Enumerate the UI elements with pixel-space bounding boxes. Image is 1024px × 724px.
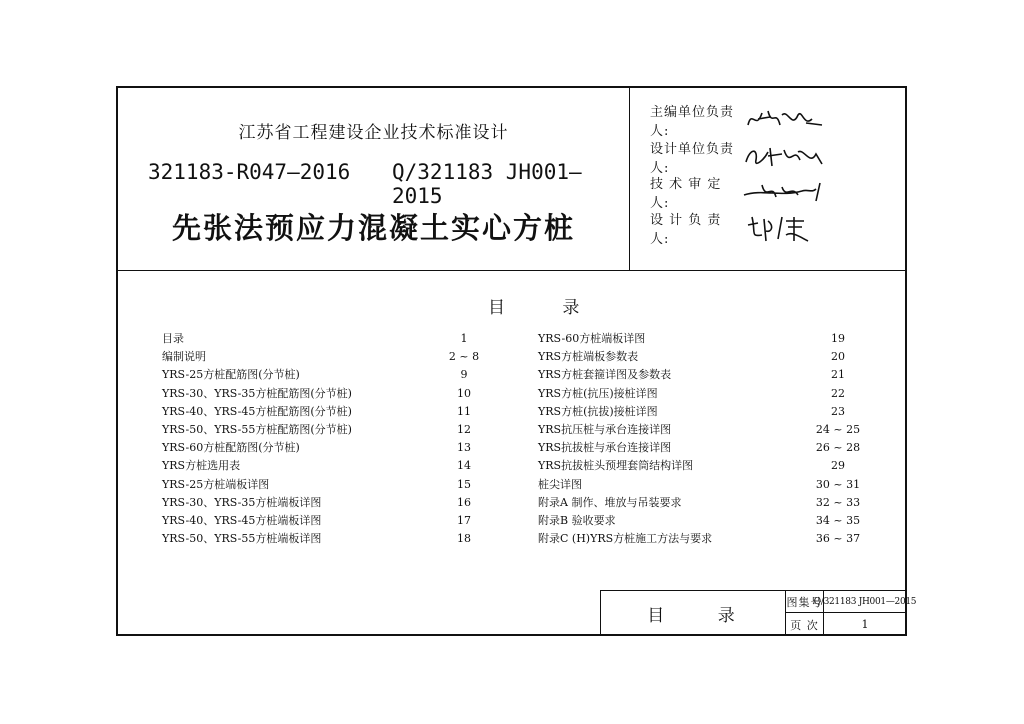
toc-item-title: YRS方桩(抗拔)接桩详图 (538, 404, 658, 418)
toc-item-page: 1 (460, 332, 468, 345)
toc-item (538, 512, 868, 530)
toc-item-title: YRS-30、YRS-35方桩配筋图(分节桩) (162, 386, 352, 400)
toc-item-page: 13 (457, 441, 471, 455)
header (118, 88, 905, 271)
document-title: 先张法预应力混凝土实心方桩 (171, 211, 575, 245)
signature-label: 设 计 负 责 人: (650, 213, 722, 247)
toc-item-page: 15 (457, 477, 471, 491)
toc-item-page: 22 (831, 386, 845, 400)
toc-item-page: 20 (831, 350, 845, 364)
toc-item (162, 366, 494, 384)
toc-item-title: YRS方桩端板参数表 (538, 350, 639, 364)
standard-code-left: 321183-R047—2016 (148, 160, 351, 184)
toc-item (162, 385, 494, 403)
title-block (600, 590, 917, 636)
signature-label: 设计单位负责人: (650, 142, 735, 176)
toc-item-title: YRS-30、YRS-35方桩端板详图 (162, 495, 322, 509)
toc-item-page: 17 (457, 513, 471, 527)
toc-item (538, 421, 868, 439)
handwritten-signature (742, 142, 832, 172)
toc-item-page: 21 (831, 368, 845, 382)
toc-item-title: YRS-50、YRS-55方桩配筋图(分节桩) (162, 422, 352, 436)
toc-item (538, 439, 868, 457)
toc-left-column (162, 330, 494, 548)
toc-item-title: 目录 (162, 332, 184, 345)
toc-item (538, 476, 868, 494)
toc-item-title: YRS方桩(抗压)接桩详图 (538, 386, 658, 400)
page-number-value: 1 (861, 618, 869, 631)
standard-title: 江苏省工程建设企业技术标准设计 (238, 123, 509, 143)
toc-item-title: YRS-60方桩配筋图(分节桩) (162, 441, 300, 455)
toc-heading: 目 录 (488, 298, 606, 318)
toc-item-page: 29 (831, 459, 845, 473)
handwritten-signature (742, 177, 832, 207)
toc-item (162, 512, 494, 530)
toc-item-title: 附录C (H)YRS方桩施工方法与要求 (538, 532, 713, 546)
toc-item (538, 530, 868, 548)
toc-item-title: 附录A 制作、堆放与吊装要求 (538, 495, 682, 509)
signature-row-design-unit (650, 142, 832, 176)
toc-item-page: 24 ~ 25 (815, 422, 861, 436)
signature-row-technical-reviewer (650, 177, 832, 211)
toc-item (162, 457, 494, 475)
toc-item-page: 34 ~ 35 (815, 513, 861, 527)
toc-item-page: 12 (457, 422, 471, 436)
atlas-number-label: 图集号 (786, 591, 824, 613)
title-block-name: 目 录 (601, 591, 786, 636)
title-block-grid (786, 591, 917, 636)
toc-item (162, 439, 494, 457)
toc-item-title: YRS方桩选用表 (162, 459, 241, 473)
toc-item-title: YRS-50、YRS-55方桩端板详图 (162, 532, 322, 546)
toc-item-title: YRS-40、YRS-45方桩端板详图 (162, 513, 322, 527)
handwritten-signature (742, 105, 832, 135)
handwritten-signature (742, 213, 832, 243)
signature-row-design-lead (650, 213, 832, 247)
atlas-number-value: Q/321183 JH001—2015 (824, 591, 906, 613)
toc-item (538, 403, 868, 421)
signature-label: 主编单位负责人: (650, 105, 735, 139)
toc-item-page: 18 (457, 532, 471, 546)
toc-item-title: 桩尖详图 (538, 477, 582, 491)
toc-item-page: 30 ~ 31 (815, 477, 861, 491)
toc-item (538, 457, 868, 475)
toc-item-title: YRS-40、YRS-45方桩配筋图(分节桩) (162, 404, 352, 418)
toc-item-title: 编制说明 (162, 350, 206, 364)
toc-item-title: 附录B 验收要求 (538, 513, 616, 527)
toc-item (162, 403, 494, 421)
toc-item (538, 330, 868, 348)
toc-item (538, 366, 868, 384)
toc-item-title: YRS抗压桩与承台连接详图 (538, 422, 672, 436)
toc-item-title: YRS方桩套箍详图及参数表 (538, 368, 672, 382)
toc-item-page: 19 (831, 332, 845, 345)
toc-item (162, 476, 494, 494)
toc-item (538, 385, 868, 403)
toc-item-title: YRS-25方桩端板详图 (162, 477, 270, 491)
page-number-label: 页 次 (786, 613, 824, 636)
toc-item (538, 348, 868, 366)
toc-item-page: 2 ~ 8 (448, 350, 480, 364)
toc-item (162, 494, 494, 512)
toc-item-page: 9 (460, 368, 468, 382)
signature-row-chief-editor (650, 105, 832, 139)
toc-item-page: 14 (457, 459, 471, 473)
toc-item-page: 36 ~ 37 (815, 532, 861, 546)
toc-item-page: 10 (457, 386, 471, 400)
toc-item (538, 494, 868, 512)
drawing-frame (116, 86, 917, 636)
header-title-block (118, 88, 630, 270)
standard-code-right: Q/321183 JH001—2015 (392, 160, 582, 208)
toc-item-title: YRS抗拔桩与承台连接详图 (538, 441, 672, 455)
toc-item (162, 421, 494, 439)
toc-item-title: YRS-60方桩端板详图 (538, 332, 646, 345)
toc-item (162, 348, 494, 366)
toc-item-page: 23 (831, 404, 845, 418)
signature-label: 技 术 审 定 人: (650, 177, 722, 211)
toc-item-page: 16 (457, 495, 471, 509)
toc-right-column (538, 330, 868, 548)
toc-item-page: 32 ~ 33 (815, 495, 861, 509)
toc-item (162, 530, 494, 548)
toc-item-title: YRS抗拔桩头预埋套筒结构详图 (538, 459, 694, 473)
toc-item-title: YRS-25方桩配筋图(分节桩) (162, 368, 300, 382)
toc-item-page: 26 ~ 28 (815, 441, 861, 455)
toc-item-page: 11 (457, 404, 471, 418)
toc-item (162, 330, 494, 348)
